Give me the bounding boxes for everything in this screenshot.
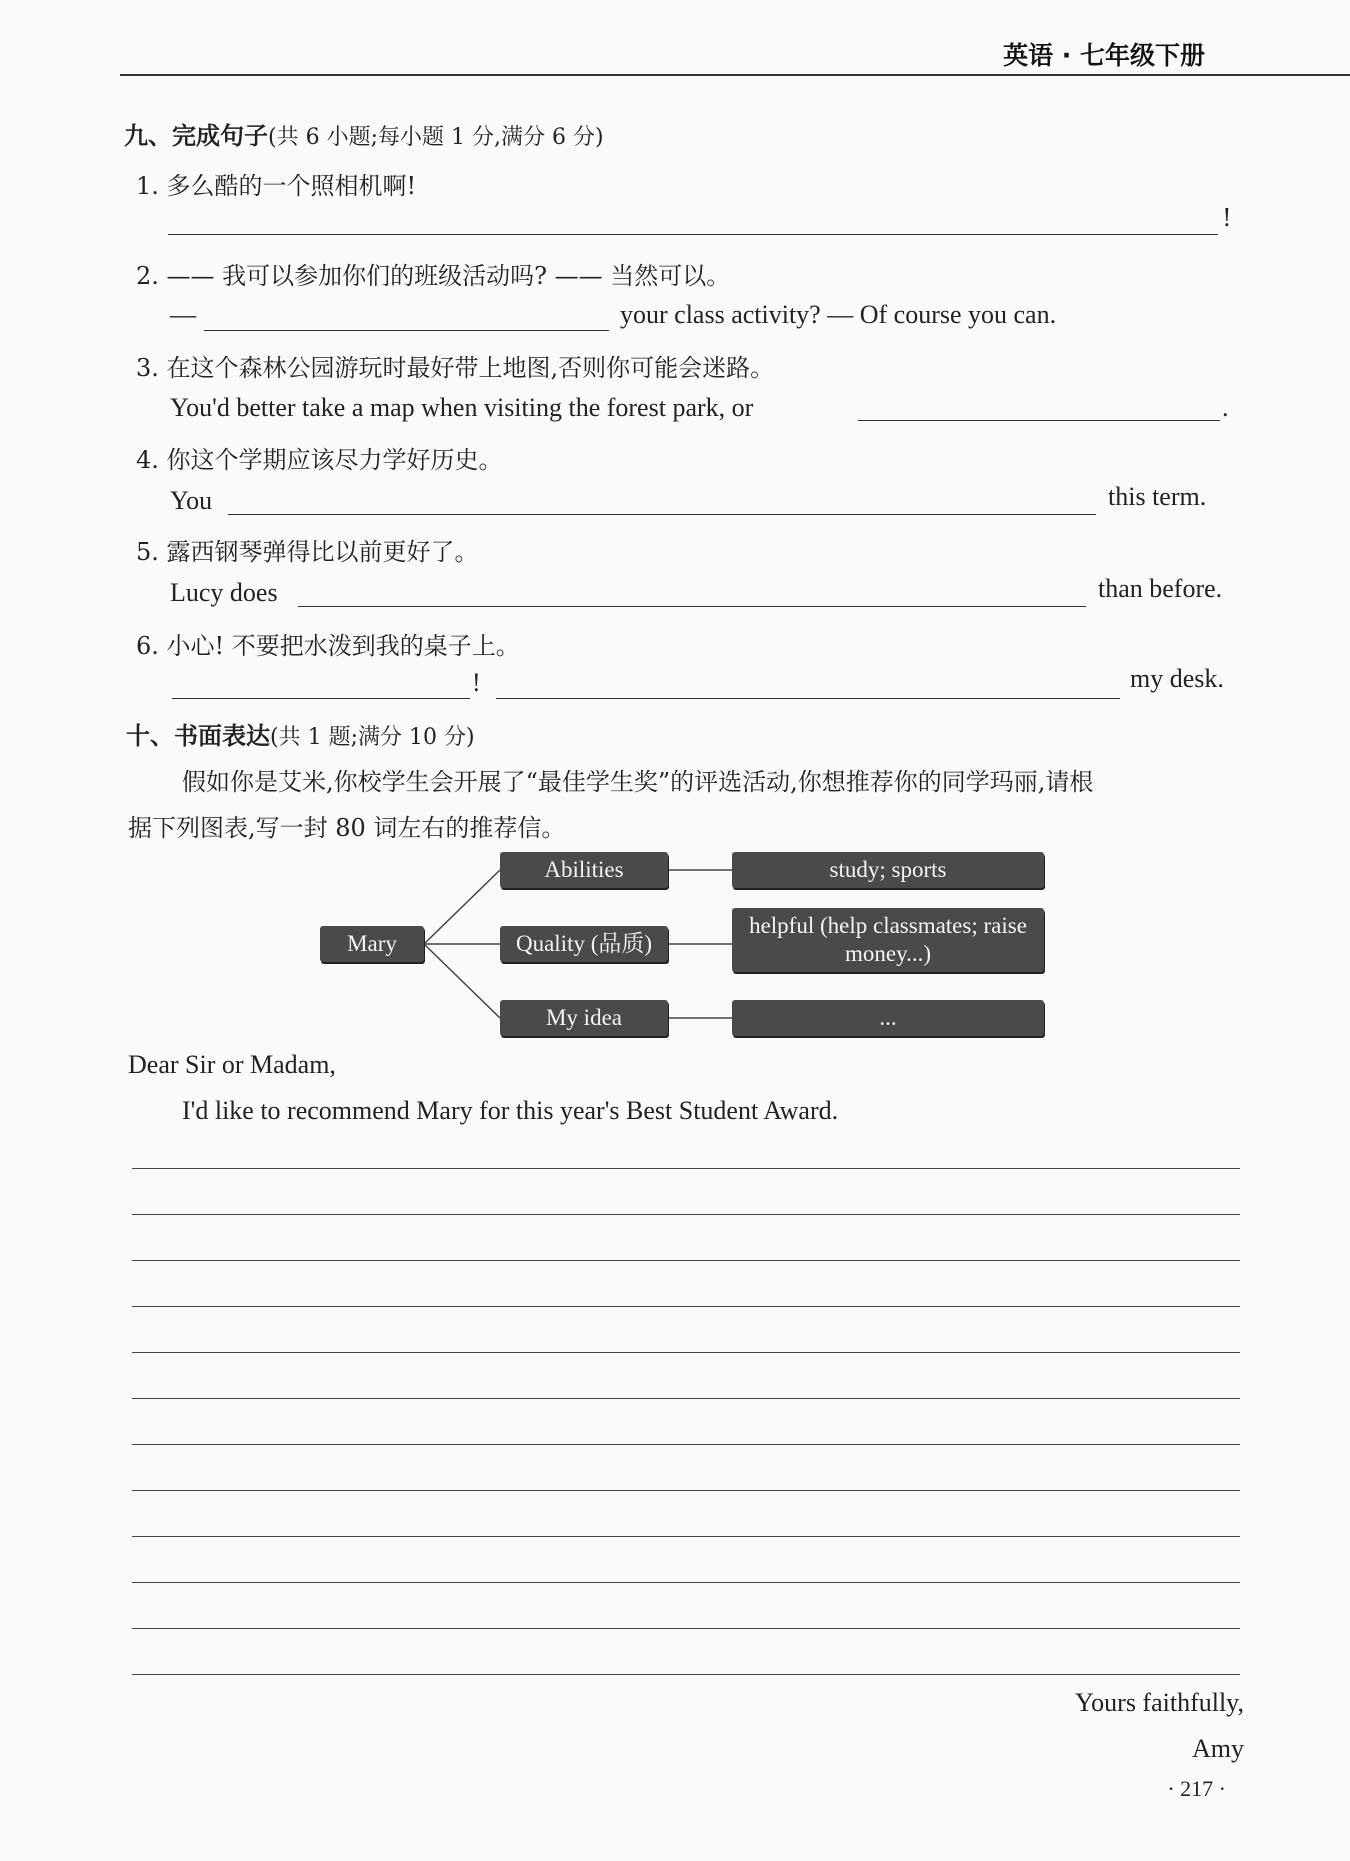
page-number: · 217 ·	[1167, 1776, 1226, 1801]
section-10-title: 十、书面表达	[126, 722, 270, 750]
letter-greeting: Dear Sir or Madam,	[128, 1050, 336, 1079]
q5-english-end: than before.	[1098, 574, 1223, 603]
writing-line[interactable]	[132, 1306, 1240, 1307]
q3-prompt: 3. 在这个森林公园游玩时最好带上地图,否则你可能会迷路。	[136, 354, 775, 382]
letter-closing: Yours faithfully,	[1074, 1688, 1244, 1717]
q2-english: your class activity? — Of course you can.	[620, 300, 1057, 329]
diagram-branch-my-idea: My idea	[500, 1000, 668, 1036]
writing-line[interactable]	[132, 1628, 1240, 1629]
q6-english-end: my desk.	[1130, 664, 1224, 693]
writing-line[interactable]	[132, 1260, 1240, 1261]
writing-line[interactable]	[132, 1444, 1240, 1445]
diagram-branch-abilities: Abilities	[500, 852, 668, 888]
writing-line[interactable]	[132, 1214, 1240, 1215]
writing-line[interactable]	[132, 1398, 1240, 1399]
q1-end-mark: !	[1222, 204, 1232, 232]
writing-line[interactable]	[132, 1536, 1240, 1537]
diagram-branch-quality: Quality (品质)	[500, 926, 668, 962]
q3-english: You'd better take a map when visiting the forest park, or	[170, 393, 754, 422]
writing-line[interactable]	[132, 1490, 1240, 1491]
writing-line[interactable]	[132, 1674, 1240, 1675]
q4-prompt: 4. 你这个学期应该尽力学好历史。	[136, 446, 503, 474]
diagram-detail-my-idea: ...	[732, 1000, 1044, 1036]
page-header-title: 英语 · 七年级下册	[1003, 41, 1205, 70]
section-9-note: (共 6 小题;每小题 1 分,满分 6 分)	[268, 125, 604, 150]
q2-prompt: 2. —— 我可以参加你们的班级活动吗? —— 当然可以。	[136, 262, 731, 290]
q1-prompt: 1. 多么酷的一个照相机啊!	[136, 172, 417, 200]
q6-prompt: 6. 小心! 不要把水泼到我的桌子上。	[136, 632, 520, 660]
letter-signature: Amy	[1192, 1734, 1244, 1763]
diagram-detail-quality: helpful (help classmates; raise money...)	[732, 908, 1044, 972]
section-10-prompt-line-2: 据下列图表,写一封 80 词左右的推荐信。	[128, 814, 566, 842]
q4-english-end: this term.	[1108, 482, 1207, 511]
writing-line[interactable]	[132, 1352, 1240, 1353]
letter-opening-line: I'd like to recommend Mary for this year's Best Student Award.	[182, 1096, 839, 1125]
q4-english-start: You	[170, 486, 213, 515]
writing-line[interactable]	[132, 1168, 1240, 1169]
writing-line[interactable]	[132, 1582, 1240, 1583]
q5-english-start: Lucy does	[170, 578, 278, 607]
q2-dash: —	[170, 300, 196, 329]
q5-prompt: 5. 露西钢琴弹得比以前更好了。	[136, 538, 479, 566]
section-9-title: 九、完成句子	[124, 122, 268, 150]
q6-exclamation: !	[472, 668, 481, 697]
q3-end-mark: .	[1222, 393, 1229, 422]
section-10-note: (共 1 题;满分 10 分)	[270, 725, 475, 750]
diagram-root-mary: Mary	[320, 926, 424, 962]
diagram-detail-abilities: study; sports	[732, 852, 1044, 888]
section-10-prompt-line-1: 假如你是艾米,你校学生会开展了“最佳学生奖”的评选活动,你想推荐你的同学玛丽,请根	[182, 768, 1094, 796]
